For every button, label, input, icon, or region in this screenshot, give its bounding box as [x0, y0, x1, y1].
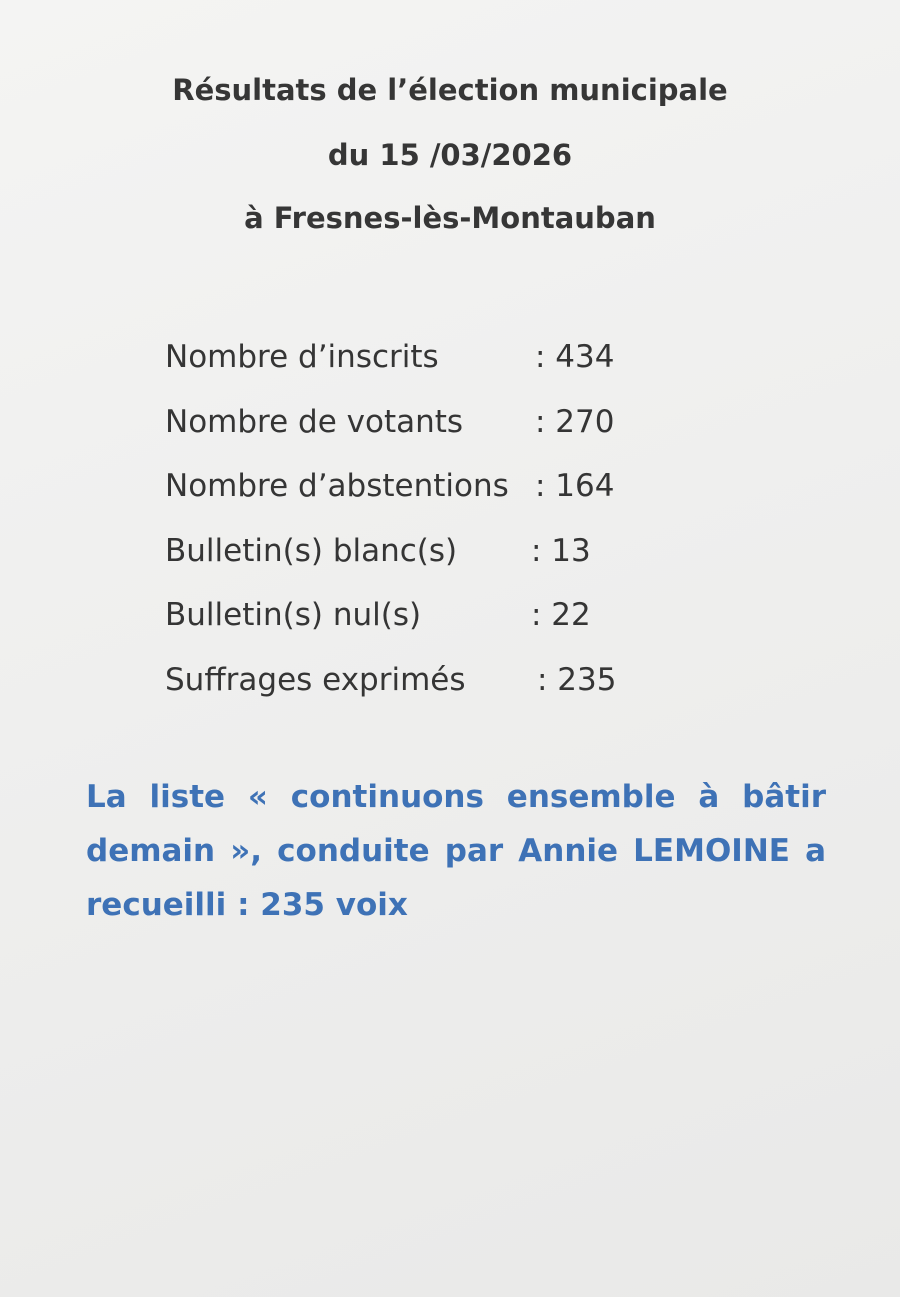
stat-value: : 164 — [535, 468, 615, 504]
stat-row-nuls — [165, 593, 725, 658]
title-line-1: Résultats de l’élection municipale — [172, 73, 728, 107]
stat-label: Bulletin(s) blanc(s) — [165, 532, 458, 569]
stat-value: : 270 — [535, 403, 615, 440]
stat-label: Suffrages exprimés — [165, 661, 466, 698]
stat-label: Nombre d’abstentions — [165, 468, 509, 504]
stat-row-exprimes — [165, 658, 725, 723]
title-line-3-commune: à Fresnes-lès-Montauban — [244, 201, 656, 235]
stat-label: Bulletin(s) nul(s) — [165, 597, 422, 633]
stat-value: : 22 — [531, 597, 591, 633]
stats-list — [165, 335, 725, 722]
stat-label: Nombre d’inscrits — [165, 339, 439, 375]
result-paragraph: La liste « continuons ensemble à bâtir demain », conduite par Annie LEMOINE a recueilli : 235 voix — [86, 779, 826, 923]
stat-row-votants — [165, 400, 725, 465]
stat-value: : 13 — [531, 532, 591, 569]
stat-value: : 434 — [535, 339, 615, 375]
stat-value: : 235 — [537, 661, 617, 698]
stat-row-abstentions — [165, 464, 725, 529]
stat-label: Nombre de votants — [165, 403, 464, 440]
title-line-2-date: du 15 /03/2026 — [327, 138, 573, 172]
stat-row-inscrits — [165, 335, 725, 400]
stat-row-blancs — [165, 529, 725, 594]
